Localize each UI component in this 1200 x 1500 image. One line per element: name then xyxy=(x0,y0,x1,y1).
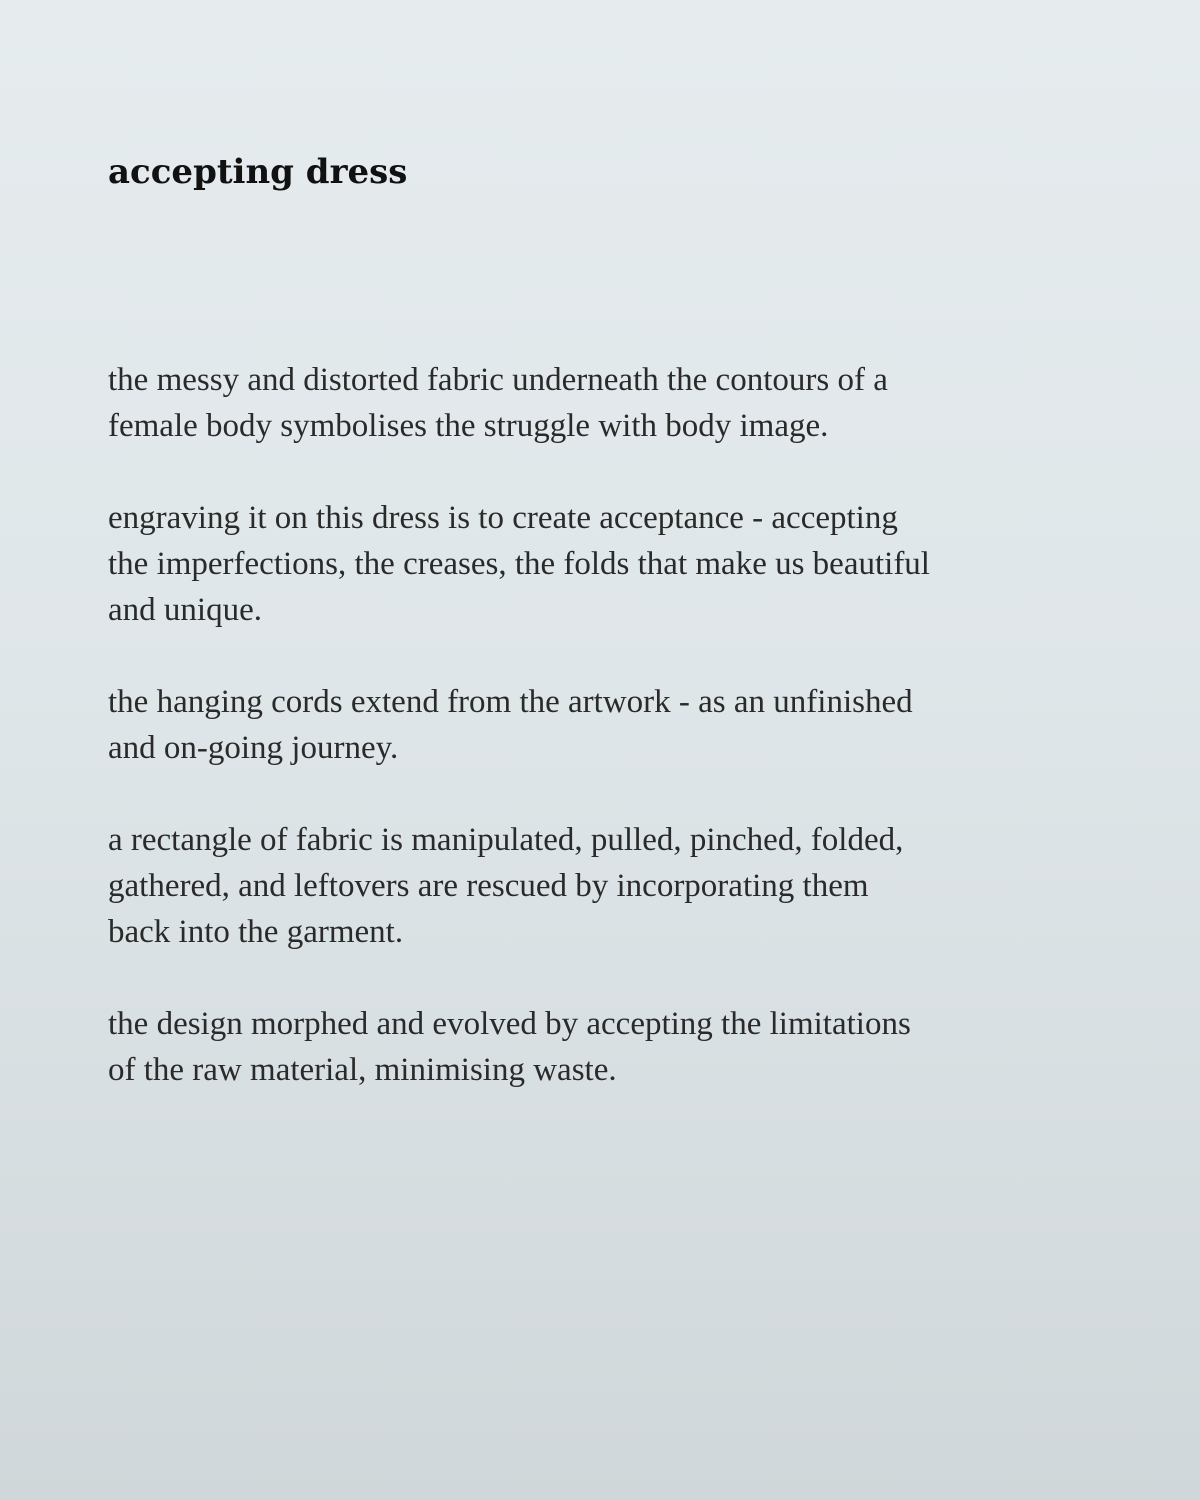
paragraph-acceptance xyxy=(108,495,1098,633)
text-line: a rectangle of fabric is manipulated, pulled, pinched, folded, xyxy=(108,822,904,858)
paragraph-body-image xyxy=(108,357,1098,449)
text-line: the hanging cords extend from the artwork - as an unfinished xyxy=(108,684,913,720)
paragraph-hanging-cords xyxy=(108,679,1098,771)
text-line: gathered, and leftovers are rescued by incorporating them xyxy=(108,868,869,904)
text-panel xyxy=(108,0,1108,1500)
text-line: engraving it on this dress is to create acceptance - accepting xyxy=(108,500,898,536)
paragraph-design-evolution xyxy=(108,1001,1098,1093)
text-line: the messy and distorted fabric underneath the contours of a xyxy=(108,362,888,398)
text-line: of the raw material, minimising waste. xyxy=(108,1052,617,1088)
description-body xyxy=(108,357,1098,1139)
text-line: and unique. xyxy=(108,592,262,628)
text-line: the imperfections, the creases, the folds that make us beautiful xyxy=(108,546,930,582)
text-line: back into the garment. xyxy=(108,914,404,950)
text-line: female body symbolises the struggle with body image. xyxy=(108,408,829,444)
page-title: accepting dress xyxy=(108,152,408,192)
text-line: and on-going journey. xyxy=(108,730,399,766)
text-line: the design morphed and evolved by accepting the limitations xyxy=(108,1006,911,1042)
paragraph-fabric-manipulation xyxy=(108,817,1098,955)
